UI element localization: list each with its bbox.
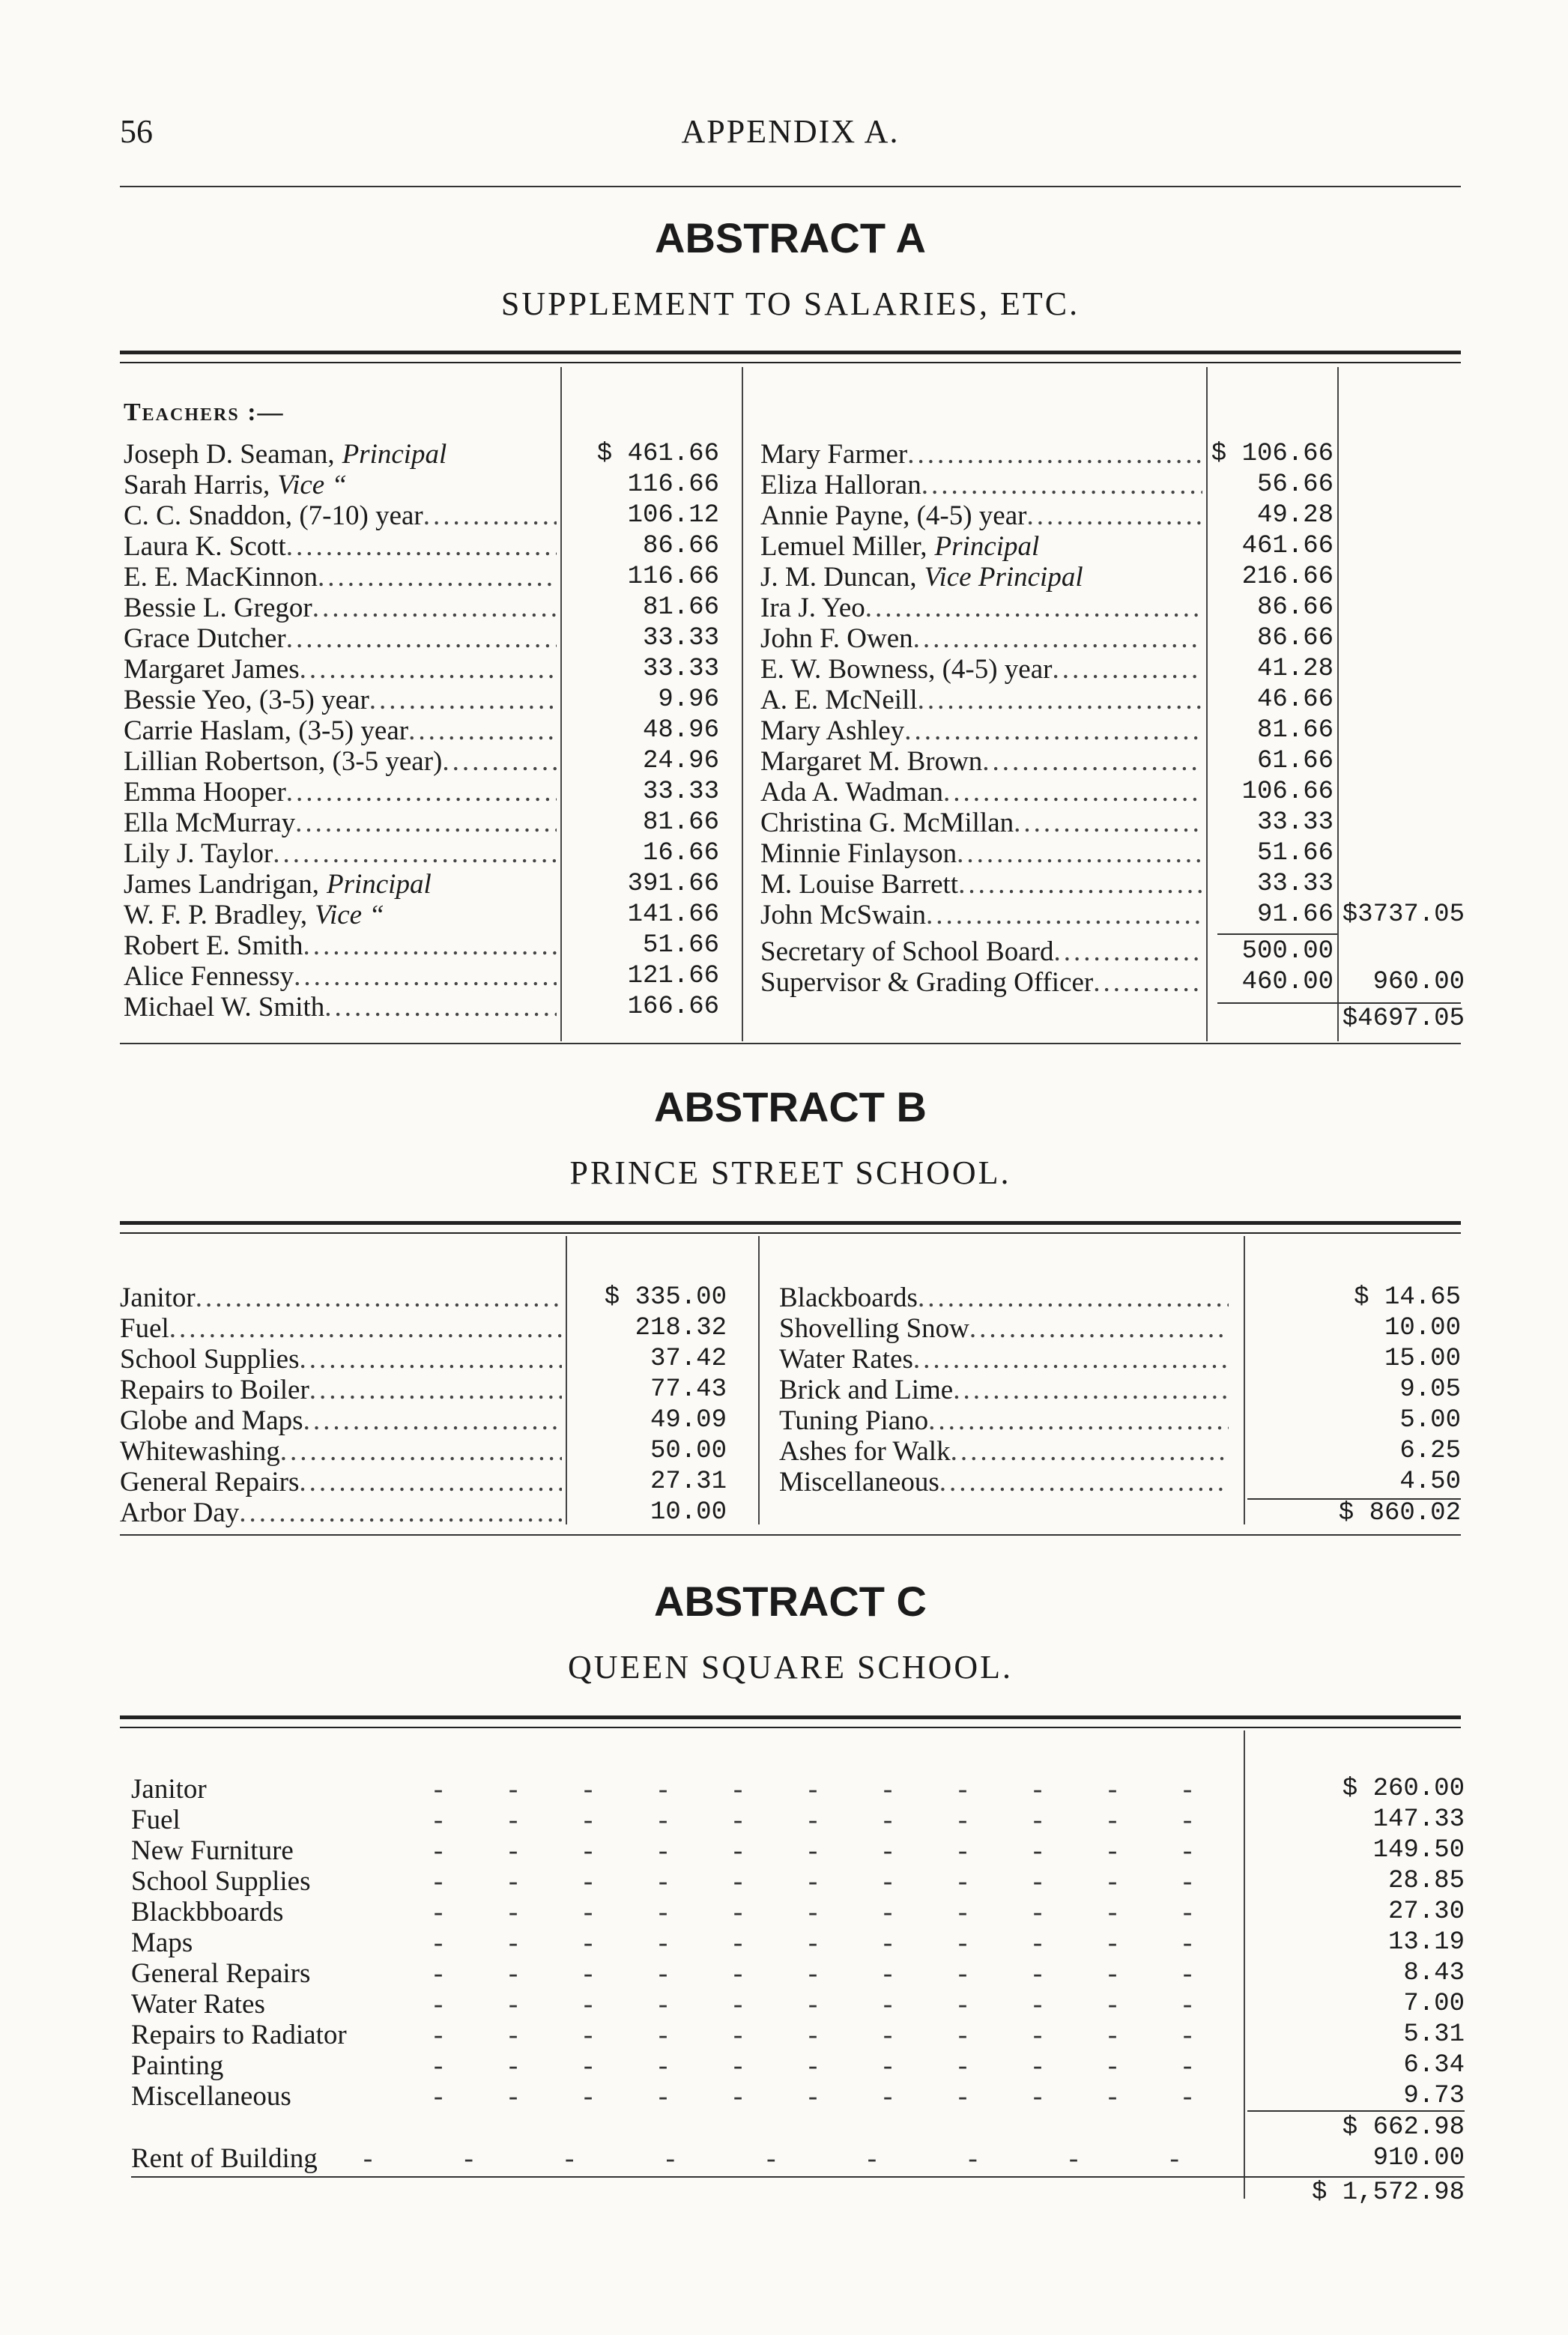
entry-label: Ira J. Yeo ..... xyxy=(760,593,1202,623)
entry-label: School Supplies ..... xyxy=(120,1344,562,1375)
entry-amount: 461.66 xyxy=(1241,532,1334,560)
leader-dots xyxy=(957,838,1202,869)
entry-amount: 10.00 xyxy=(650,1498,727,1527)
leader-dots xyxy=(300,654,557,685)
entry-amount: 121.66 xyxy=(627,962,719,990)
entry-amount: 218.32 xyxy=(635,1314,727,1342)
abstract-c-title: ABSTRACT C xyxy=(654,1578,927,1625)
entry-amount: 81.66 xyxy=(642,808,719,837)
entry-label: C. C. Snaddon, (7-10) year ..... xyxy=(124,500,557,531)
entry-label: Bessie L. Gregor ..... xyxy=(124,593,557,623)
entry-label: Margaret James ..... xyxy=(124,654,557,685)
leader-dots xyxy=(169,1313,562,1344)
entry-label: Ella McMurray ..... xyxy=(124,808,557,838)
leader-dots xyxy=(918,685,1202,715)
entry-amount: 86.66 xyxy=(1256,593,1334,622)
leader-dots xyxy=(1052,654,1202,685)
entry-label: Sarah Harris, Vice “ xyxy=(124,470,348,500)
entry-label: Mary Farmer ..... xyxy=(760,439,1202,470)
officers-names xyxy=(760,936,1202,998)
leader-dashes: - - - - - - - - - - - xyxy=(433,2050,1193,2081)
leader-dots xyxy=(1014,808,1202,838)
leader-dots xyxy=(324,992,557,1023)
abstract-c-subtotal-rule xyxy=(1247,2110,1465,2112)
officers-top-rule xyxy=(1217,933,1337,935)
leader-dots xyxy=(286,623,557,654)
leader-dots xyxy=(309,1375,562,1405)
leader-dots xyxy=(295,808,557,838)
entry-amount: 33.33 xyxy=(642,655,719,683)
abstract-a-right-names xyxy=(760,439,1202,930)
entry-label: New Furniture - - - - - - - - - - - xyxy=(131,1835,1225,1866)
teachers-section-label: Teachers :— xyxy=(124,399,285,426)
abstract-c-total: $ 1,572.98 xyxy=(1311,2178,1465,2207)
leader-dashes: - - - - - - - - - - - xyxy=(433,1805,1193,1835)
officers-total: 960.00 xyxy=(1372,968,1465,996)
entry-amount: 50.00 xyxy=(650,1437,727,1465)
entry-amount: $ 260.00 xyxy=(1342,1775,1465,1803)
leader-dots xyxy=(300,1344,563,1375)
teachers-total: $3737.05 xyxy=(1342,900,1465,929)
leader-dots xyxy=(318,562,557,593)
entry-label: J. M. Duncan, Vice Principal xyxy=(760,562,1083,593)
entry-amount: 500.00 xyxy=(1241,937,1334,966)
entry-label: Maps - - - - - - - - - - - xyxy=(131,1927,1225,1958)
entry-amount: 15.00 xyxy=(1384,1345,1461,1373)
leader-dots xyxy=(299,1467,562,1497)
grand-total-block xyxy=(1341,1004,1465,1035)
leader-dots xyxy=(926,900,1202,930)
entry-amount: 41.28 xyxy=(1256,655,1334,683)
entry-role: Vice “ xyxy=(315,900,384,930)
entry-amount: 61.66 xyxy=(1256,747,1334,775)
entry-label: Robert E. Smith ..... xyxy=(124,930,557,961)
leader-dots xyxy=(303,1405,562,1436)
abstract-a-subtitle: SUPPLEMENT TO SALARIES, ETC. xyxy=(500,285,1080,322)
entry-label: General Repairs ..... xyxy=(120,1467,562,1497)
leader-dots xyxy=(442,746,557,777)
entry-amount: 86.66 xyxy=(1256,624,1334,652)
abstract-a-right-amounts xyxy=(1208,439,1334,930)
entry-label: General Repairs - - - - - - - - - - - xyxy=(131,1958,1225,1989)
entry-label: Emma Hooper ..... xyxy=(124,777,557,808)
entry-label: E. W. Bowness, (4-5) year ..... xyxy=(760,654,1202,685)
entry-label: W. F. P. Bradley, Vice “ xyxy=(124,900,384,930)
grand-total: $4697.05 xyxy=(1342,1005,1465,1033)
entry-label: Mary Ashley ..... xyxy=(760,715,1202,746)
entry-amount: 116.66 xyxy=(627,563,719,591)
leader-dots xyxy=(913,1344,1229,1375)
abstract-a-bottom-rule xyxy=(120,1043,1461,1044)
officers-total-block xyxy=(1341,967,1465,998)
entry-amount: 27.31 xyxy=(650,1468,727,1496)
entry-label: E. E. MacKinnon ..... xyxy=(124,562,557,593)
entry-amount: 147.33 xyxy=(1372,1805,1465,1834)
entry-label: Miscellaneous - - - - - - - - - - - xyxy=(131,2081,1225,2112)
leader-dots xyxy=(1026,500,1202,531)
entry-label: Secretary of School Board ..... xyxy=(760,936,1202,967)
abstract-b-subtitle: PRINCE STREET SCHOOL. xyxy=(569,1154,1011,1191)
entry-amount: 5.00 xyxy=(1399,1406,1461,1435)
leader-dashes: - - - - - - - - - - - xyxy=(433,2081,1193,2112)
leader-dots xyxy=(196,1282,562,1313)
column-divider xyxy=(1337,367,1339,1041)
entry-label: Janitor - - - - - - - - - - - xyxy=(131,1774,1225,1805)
leader-dots xyxy=(408,715,557,746)
officers-amounts xyxy=(1208,936,1334,998)
abstract-c-subtotal-block xyxy=(1247,2113,1465,2174)
entry-amount: 9.05 xyxy=(1399,1375,1461,1404)
entry-label: Blackboards ..... xyxy=(779,1282,1229,1313)
leader-dots xyxy=(239,1497,562,1528)
entry-amount: 77.43 xyxy=(650,1375,727,1404)
entry-label: Bessie Yeo, (3-5) year ..... xyxy=(124,685,557,715)
leader-dashes: - - - - - - - - - - - xyxy=(433,1835,1193,1866)
entry-amount: 9.73 xyxy=(1403,2082,1465,2110)
entry-label: Lillian Robertson, (3-5 year) ..... xyxy=(124,746,557,777)
entry-amount: 106.66 xyxy=(1241,778,1334,806)
entry-amount: 37.42 xyxy=(650,1345,727,1373)
entry-label: Lily J. Taylor ..... xyxy=(124,838,557,869)
rent-row: Rent of Building - - - - - - - - - xyxy=(131,2143,1179,2174)
leader-dots xyxy=(369,685,557,715)
leader-dots xyxy=(904,715,1202,746)
abstract-a-top-rule xyxy=(120,351,1461,363)
entry-amount: 56.66 xyxy=(1256,470,1334,499)
abstract-b-right-amounts xyxy=(1247,1282,1461,1497)
entry-label: Christina G. McMillan ..... xyxy=(760,808,1202,838)
abstract-b-total: $ 860.02 xyxy=(1338,1499,1461,1527)
entry-label: Carrie Haslam, (3-5) year ..... xyxy=(124,715,557,746)
leader-dots xyxy=(865,593,1202,623)
entry-label: James Landrigan, Principal xyxy=(124,869,432,900)
entry-amount: $ 335.00 xyxy=(604,1283,727,1312)
entry-amount: 5.31 xyxy=(1403,2020,1465,2049)
entry-label: Alice Fennessy ..... xyxy=(124,961,557,992)
entry-amount: 28.85 xyxy=(1387,1867,1465,1895)
leader-dots xyxy=(921,470,1202,500)
column-divider xyxy=(1244,1236,1245,1524)
entry-amount: $ 106.66 xyxy=(1211,440,1334,468)
entry-amount: 81.66 xyxy=(642,593,719,622)
abstract-b-left-amounts xyxy=(569,1282,727,1528)
entry-role: Vice Principal xyxy=(924,562,1083,593)
entry-label: Lemuel Miller, Principal xyxy=(760,531,1040,562)
entry-label: Brick and Lime ..... xyxy=(779,1375,1229,1405)
leader-dots xyxy=(312,593,557,623)
entry-label: Globe and Maps ..... xyxy=(120,1405,562,1436)
abstract-b-bottom-rule xyxy=(120,1534,1461,1536)
leader-dots xyxy=(953,1375,1229,1405)
header-rule xyxy=(120,186,1461,187)
leader-dots xyxy=(303,930,557,961)
entry-amount: $ 14.65 xyxy=(1354,1283,1461,1312)
entry-amount: 8.43 xyxy=(1403,1959,1465,1987)
leader-dots xyxy=(928,1405,1229,1436)
column-divider xyxy=(742,367,743,1041)
teachers-label-block xyxy=(124,397,558,428)
entry-label: Supervisor & Grading Officer ..... xyxy=(760,967,1202,998)
leader-dots xyxy=(913,623,1202,654)
entry-label: Shovelling Snow ..... xyxy=(779,1313,1229,1344)
entry-amount: 141.66 xyxy=(627,900,719,929)
rent-label: Rent of Building xyxy=(131,2143,318,2174)
entry-role: Principal xyxy=(326,869,432,900)
entry-label: Painting - - - - - - - - - - - xyxy=(131,2050,1225,2081)
abstract-c-top-rule xyxy=(120,1715,1461,1728)
entry-role: Vice “ xyxy=(277,470,348,500)
abstract-c-items xyxy=(131,1774,1225,2112)
leader-dots xyxy=(273,838,557,869)
entry-amount: 24.96 xyxy=(642,747,719,775)
entry-amount: 27.30 xyxy=(1387,1898,1465,1926)
entry-label: Fuel ..... xyxy=(120,1313,562,1344)
entry-amount: 166.66 xyxy=(627,993,719,1021)
entry-label: Minnie Finlayson ..... xyxy=(760,838,1202,869)
entry-amount: 33.33 xyxy=(1256,870,1334,898)
entry-amount: 216.66 xyxy=(1241,563,1334,591)
entry-label: Michael W. Smith ..... xyxy=(124,992,557,1023)
column-divider xyxy=(560,367,562,1041)
entry-amount: 81.66 xyxy=(1256,716,1334,745)
entry-amount: 13.19 xyxy=(1387,1928,1465,1957)
leader-dashes: - - - - - - - - - - - xyxy=(433,2020,1193,2050)
entry-amount: 33.33 xyxy=(1256,808,1334,837)
leader-dots xyxy=(423,500,557,531)
entry-amount: 460.00 xyxy=(1241,968,1334,996)
abstract-b-total-block xyxy=(1247,1498,1461,1529)
abstract-b-top-rule xyxy=(120,1221,1461,1234)
entry-label: School Supplies - - - - - - - - - - - xyxy=(131,1866,1225,1897)
entry-label: John F. Owen ..... xyxy=(760,623,1202,654)
entry-amount: 49.09 xyxy=(650,1406,727,1435)
entry-amount: 4.50 xyxy=(1399,1468,1461,1496)
entry-label: Grace Dutcher ..... xyxy=(124,623,557,654)
entry-label: Eliza Halloran ..... xyxy=(760,470,1202,500)
entry-label: M. Louise Barrett ..... xyxy=(760,869,1202,900)
column-divider xyxy=(566,1236,567,1524)
abstract-c-subtitle: QUEEN SQUARE SCHOOL. xyxy=(567,1649,1014,1686)
leader-dots xyxy=(943,777,1202,808)
entry-amount: 51.66 xyxy=(1256,839,1334,867)
entry-label: Arbor Day ..... xyxy=(120,1497,562,1528)
entry-label: Fuel - - - - - - - - - - - xyxy=(131,1805,1225,1835)
running-header xyxy=(120,112,1461,165)
entry-label: Joseph D. Seaman, Principal xyxy=(124,439,447,470)
abstract-a-left-names xyxy=(124,439,557,1023)
abstract-b-left-items xyxy=(120,1282,562,1528)
column-divider xyxy=(758,1236,760,1524)
entry-label: Repairs to Boiler ..... xyxy=(120,1375,562,1405)
entry-role: Principal xyxy=(934,531,1040,562)
abstract-b-title: ABSTRACT B xyxy=(654,1083,927,1130)
entry-label: Janitor ..... xyxy=(120,1282,562,1313)
entry-label: Repairs to Radiator - - - - - - - - - - - xyxy=(131,2020,1225,2050)
leader-dots xyxy=(286,777,557,808)
leader-dots xyxy=(1053,936,1202,967)
teachers-total-block xyxy=(1341,900,1465,930)
leader-dashes: - - - - - - - - - - - xyxy=(433,1866,1193,1897)
entry-label: Margaret M. Brown ..... xyxy=(760,746,1202,777)
entry-amount: 91.66 xyxy=(1256,900,1334,929)
leader-dots xyxy=(907,439,1202,470)
entry-amount: $ 461.66 xyxy=(596,440,719,468)
entry-amount: 16.66 xyxy=(642,839,719,867)
leader-dashes: - - - - - - - - - - - xyxy=(433,1927,1193,1958)
entry-label: Water Rates ..... xyxy=(779,1344,1229,1375)
entry-label: Blackbboards - - - - - - - - - - - xyxy=(131,1897,1225,1927)
entry-label: Laura K. Scott ..... xyxy=(124,531,557,562)
entry-amount: 86.66 xyxy=(642,532,719,560)
entry-label: Miscellaneous ..... xyxy=(779,1467,1229,1497)
entry-label: Water Rates - - - - - - - - - - - xyxy=(131,1989,1225,2020)
column-divider xyxy=(1244,1730,1245,2199)
page-number: 56 xyxy=(120,113,153,150)
entry-role: Principal xyxy=(342,439,447,470)
entry-label: Annie Payne, (4-5) year ..... xyxy=(760,500,1202,531)
entry-amount: 391.66 xyxy=(627,870,719,898)
entry-amount: 49.28 xyxy=(1256,501,1334,530)
leader-dots xyxy=(280,1436,562,1467)
entry-amount: 6.34 xyxy=(1403,2051,1465,2080)
leader-dots xyxy=(294,961,557,992)
abstract-a-title: ABSTRACT A xyxy=(655,214,926,261)
leader-dots xyxy=(918,1282,1229,1313)
leader-dots xyxy=(982,746,1202,777)
leader-dashes: - - - - - - - - - - - xyxy=(433,1774,1193,1805)
entry-amount: 9.96 xyxy=(658,685,719,714)
entry-amount: 116.66 xyxy=(627,470,719,499)
leader-dots xyxy=(939,1467,1229,1497)
entry-amount: 149.50 xyxy=(1372,1836,1465,1865)
leader-dashes: - - - - - - - - - - - xyxy=(433,1989,1193,2020)
abstract-a-left-amounts xyxy=(566,439,719,1023)
entry-amount: 33.33 xyxy=(642,624,719,652)
entry-label: Ada A. Wadman ..... xyxy=(760,777,1202,808)
entry-amount: 33.33 xyxy=(642,778,719,806)
entry-amount: 7.00 xyxy=(1403,1990,1465,2018)
entry-label: John McSwain ..... xyxy=(760,900,1202,930)
entry-amount: 10.00 xyxy=(1384,1314,1461,1342)
entry-label: A. E. McNeill ..... xyxy=(760,685,1202,715)
leader-dashes: - - - - - - - - - - - xyxy=(433,1897,1193,1927)
leader-dots xyxy=(1093,967,1202,998)
leader-dots xyxy=(286,531,557,562)
abstract-c-subtotal: $ 662.98 xyxy=(1342,2113,1465,2142)
leader-dashes: - - - - - - - - - - - xyxy=(433,1958,1193,1989)
abstract-c-total-block xyxy=(1247,2178,1465,2208)
entry-amount: 6.25 xyxy=(1399,1437,1461,1465)
entry-amount: 48.96 xyxy=(642,716,719,745)
entry-label: Whitewashing ..... xyxy=(120,1436,562,1467)
entry-label: Tuning Piano ..... xyxy=(779,1405,1229,1436)
leader-dots xyxy=(958,869,1202,900)
entry-amount: 51.66 xyxy=(642,931,719,960)
leader-dots xyxy=(969,1313,1229,1344)
entry-amount: 46.66 xyxy=(1256,685,1334,714)
abstract-c-rent-amount: 910.00 xyxy=(1372,2144,1465,2172)
entry-amount: 106.12 xyxy=(627,501,719,530)
running-title: APPENDIX A. xyxy=(681,113,900,150)
abstract-b-right-items xyxy=(779,1282,1229,1497)
leader-dots xyxy=(951,1436,1229,1467)
abstract-c-amounts xyxy=(1247,1774,1465,2112)
entry-label: Ashes for Walk ..... xyxy=(779,1436,1229,1467)
